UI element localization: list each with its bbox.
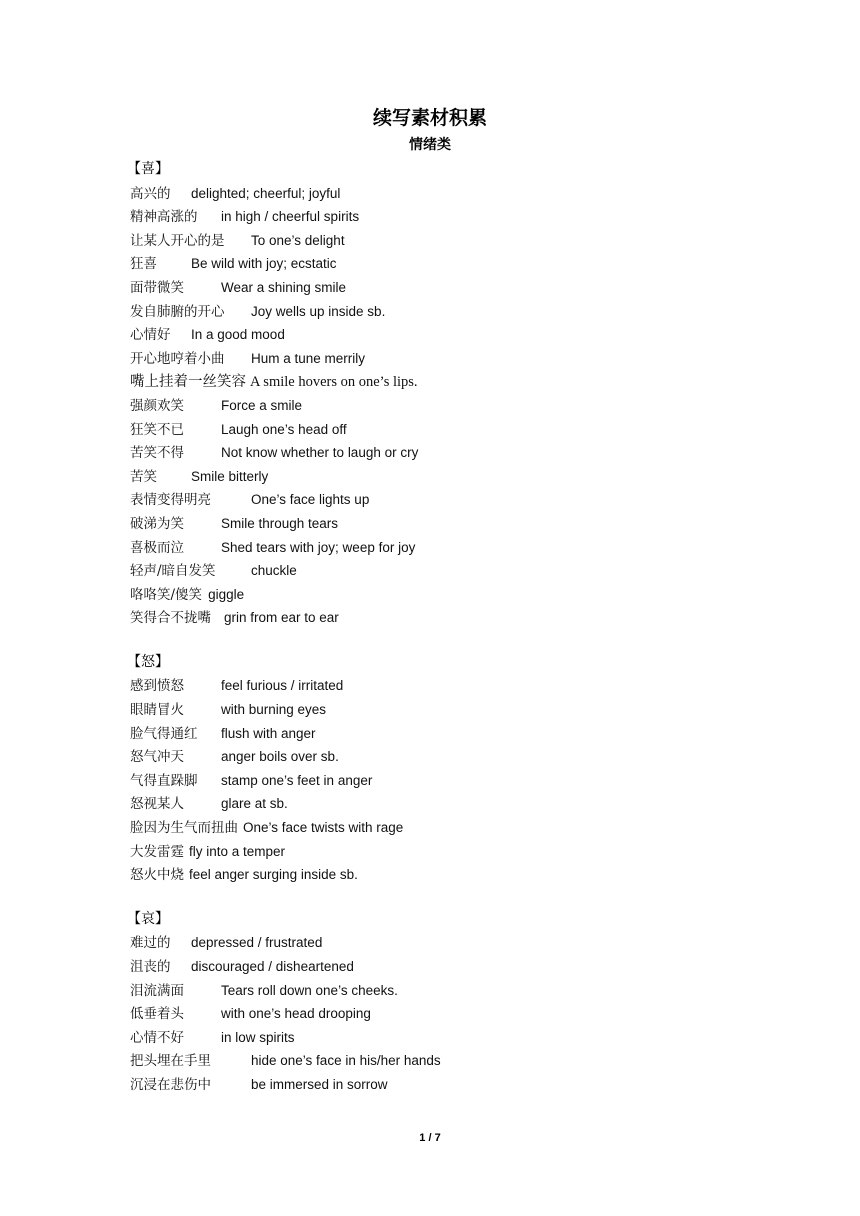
list-item xyxy=(130,979,770,1003)
list-item xyxy=(130,1049,770,1073)
list-item xyxy=(130,536,770,560)
list-item xyxy=(130,394,770,418)
term-en: in high / cheerful spirits xyxy=(221,209,360,225)
term-cn: 低垂着头 xyxy=(130,1006,184,1023)
term-en: One’s face twists with rage xyxy=(243,820,404,836)
term-cn: 泪流满面 xyxy=(130,982,184,999)
term-en: stamp one’s feet in anger xyxy=(221,772,373,788)
list-item xyxy=(130,323,770,347)
term-en: Hum a tune merrily xyxy=(251,350,366,366)
term-cn: 眼睛冒火 xyxy=(130,702,184,719)
list-item xyxy=(130,441,770,465)
list-item xyxy=(130,606,770,630)
term-cn: 苦笑 xyxy=(130,468,157,485)
section-spacer xyxy=(130,630,770,651)
term-cn: 轻声/暗自发笑 xyxy=(130,563,216,580)
list-item xyxy=(130,229,770,253)
term-cn: 狂喜 xyxy=(130,256,157,273)
list-item xyxy=(130,955,770,979)
list-item xyxy=(130,863,770,887)
page-number xyxy=(0,1132,860,1144)
page-separator: / xyxy=(425,1132,435,1144)
term-cn: 破涕为笑 xyxy=(130,515,184,532)
list-item xyxy=(130,1026,770,1050)
term-cn: 沉浸在悲伤中 xyxy=(130,1076,211,1093)
term-cn: 强颜欢笑 xyxy=(130,397,184,414)
term-cn: 精神高涨的 xyxy=(130,209,198,226)
list-item xyxy=(130,1002,770,1026)
term-en: Joy wells up inside sb. xyxy=(251,303,386,319)
term-cn: 怒气冲天 xyxy=(130,749,184,766)
term-cn: 感到愤怒 xyxy=(130,678,184,695)
term-en: grin from ear to ear xyxy=(224,610,339,626)
term-cn: 苦笑不得 xyxy=(130,445,184,462)
list-item xyxy=(130,674,770,698)
section-header-sorrow: 【哀】 xyxy=(127,910,169,927)
term-cn: 大发雷霆 xyxy=(130,843,184,860)
term-cn: 发自肺腑的开心 xyxy=(130,303,225,320)
term-cn: 怒视某人 xyxy=(130,796,184,813)
term-en: hide one’s face in his/her hands xyxy=(251,1053,441,1069)
list-item xyxy=(130,745,770,769)
term-cn: 高兴的 xyxy=(130,185,171,202)
term-en: with one’s head drooping xyxy=(221,1006,371,1022)
list-item xyxy=(130,182,770,206)
term-en: Force a smile xyxy=(221,397,303,413)
term-en: Not know whether to laugh or cry xyxy=(221,445,419,461)
page-total: 7 xyxy=(434,1132,441,1144)
term-en: Laugh one’s head off xyxy=(221,421,347,437)
list-item xyxy=(130,465,770,489)
list-item xyxy=(130,792,770,816)
term-cn: 狂笑不已 xyxy=(130,421,184,438)
list-item xyxy=(130,816,770,840)
list-item xyxy=(130,931,770,955)
term-en: discouraged / disheartened xyxy=(191,959,354,974)
term-en: glare at sb. xyxy=(221,796,288,812)
term-en: flush with anger xyxy=(221,725,316,741)
term-en: depressed / frustrated xyxy=(191,935,323,951)
section-spacer xyxy=(130,887,770,908)
term-en: fly into a temper xyxy=(189,843,286,859)
section-header-anger: 【怒】 xyxy=(127,653,169,670)
term-en: with burning eyes xyxy=(221,702,327,718)
list-item xyxy=(130,370,770,394)
term-cn: 心情不好 xyxy=(130,1029,184,1046)
term-cn: 面带微笑 xyxy=(130,279,184,296)
list-item xyxy=(130,559,770,583)
term-cn: 把头埋在手里 xyxy=(130,1053,211,1070)
list-item xyxy=(130,205,770,229)
term-cn: 咯咯笑/傻笑 xyxy=(130,586,203,603)
list-item xyxy=(130,512,770,536)
term-en: A smile hovers on one’s lips. xyxy=(250,374,418,391)
list-item xyxy=(130,300,770,324)
term-en: One’s face lights up xyxy=(251,492,370,508)
term-en: In a good mood xyxy=(191,327,285,343)
term-cn: 开心地哼着小曲 xyxy=(130,350,225,367)
list-item xyxy=(130,583,770,607)
term-en: Wear a shining smile xyxy=(221,279,347,295)
list-item xyxy=(130,698,770,722)
term-cn: 气得直跺脚 xyxy=(130,772,198,789)
document-subtitle: 情绪类 xyxy=(409,137,451,153)
term-en: To one’s delight xyxy=(251,232,345,248)
content-body xyxy=(127,158,770,1097)
term-cn: 沮丧的 xyxy=(130,959,171,975)
list-item xyxy=(130,347,770,371)
term-cn: 脸因为生气而扭曲 xyxy=(130,820,238,837)
term-en: Tears roll down one’s cheeks. xyxy=(221,982,398,998)
term-cn: 表情变得明亮 xyxy=(130,492,211,509)
term-en: Smile bitterly xyxy=(191,468,269,484)
list-item xyxy=(130,1073,770,1097)
term-en: Be wild with joy; ecstatic xyxy=(191,256,337,272)
list-item xyxy=(130,722,770,746)
term-en: delighted; cheerful; joyful xyxy=(191,185,341,201)
term-cn: 让某人开心的是 xyxy=(130,232,225,249)
term-en: giggle xyxy=(208,586,245,602)
list-item xyxy=(130,840,770,864)
list-item xyxy=(130,488,770,512)
term-en: anger boils over sb. xyxy=(221,749,339,765)
page-current: 1 xyxy=(419,1132,426,1144)
document-title: 续写素材积累 xyxy=(372,107,487,129)
list-item xyxy=(130,276,770,300)
term-en: Shed tears with joy; weep for joy xyxy=(221,539,416,555)
term-en: in low spirits xyxy=(221,1029,295,1045)
term-cn: 嘴上挂着一丝笑容 xyxy=(130,374,246,391)
term-en: feel anger surging inside sb. xyxy=(189,867,358,883)
list-item xyxy=(130,418,770,442)
term-cn: 喜极而泣 xyxy=(130,539,184,556)
section-header-joy: 【喜】 xyxy=(127,161,169,177)
list-item xyxy=(130,252,770,276)
term-cn: 怒火中烧 xyxy=(130,867,184,884)
list-item xyxy=(130,769,770,793)
term-en: feel furious / irritated xyxy=(221,678,344,694)
term-cn: 笑得合不拢嘴 xyxy=(130,610,211,627)
term-en: be immersed in sorrow xyxy=(251,1076,388,1092)
term-en: Smile through tears xyxy=(221,515,339,531)
term-cn: 难过的 xyxy=(130,935,171,952)
term-cn: 脸气得通红 xyxy=(130,725,198,742)
term-cn: 心情好 xyxy=(130,327,171,344)
term-en: chuckle xyxy=(251,563,297,579)
